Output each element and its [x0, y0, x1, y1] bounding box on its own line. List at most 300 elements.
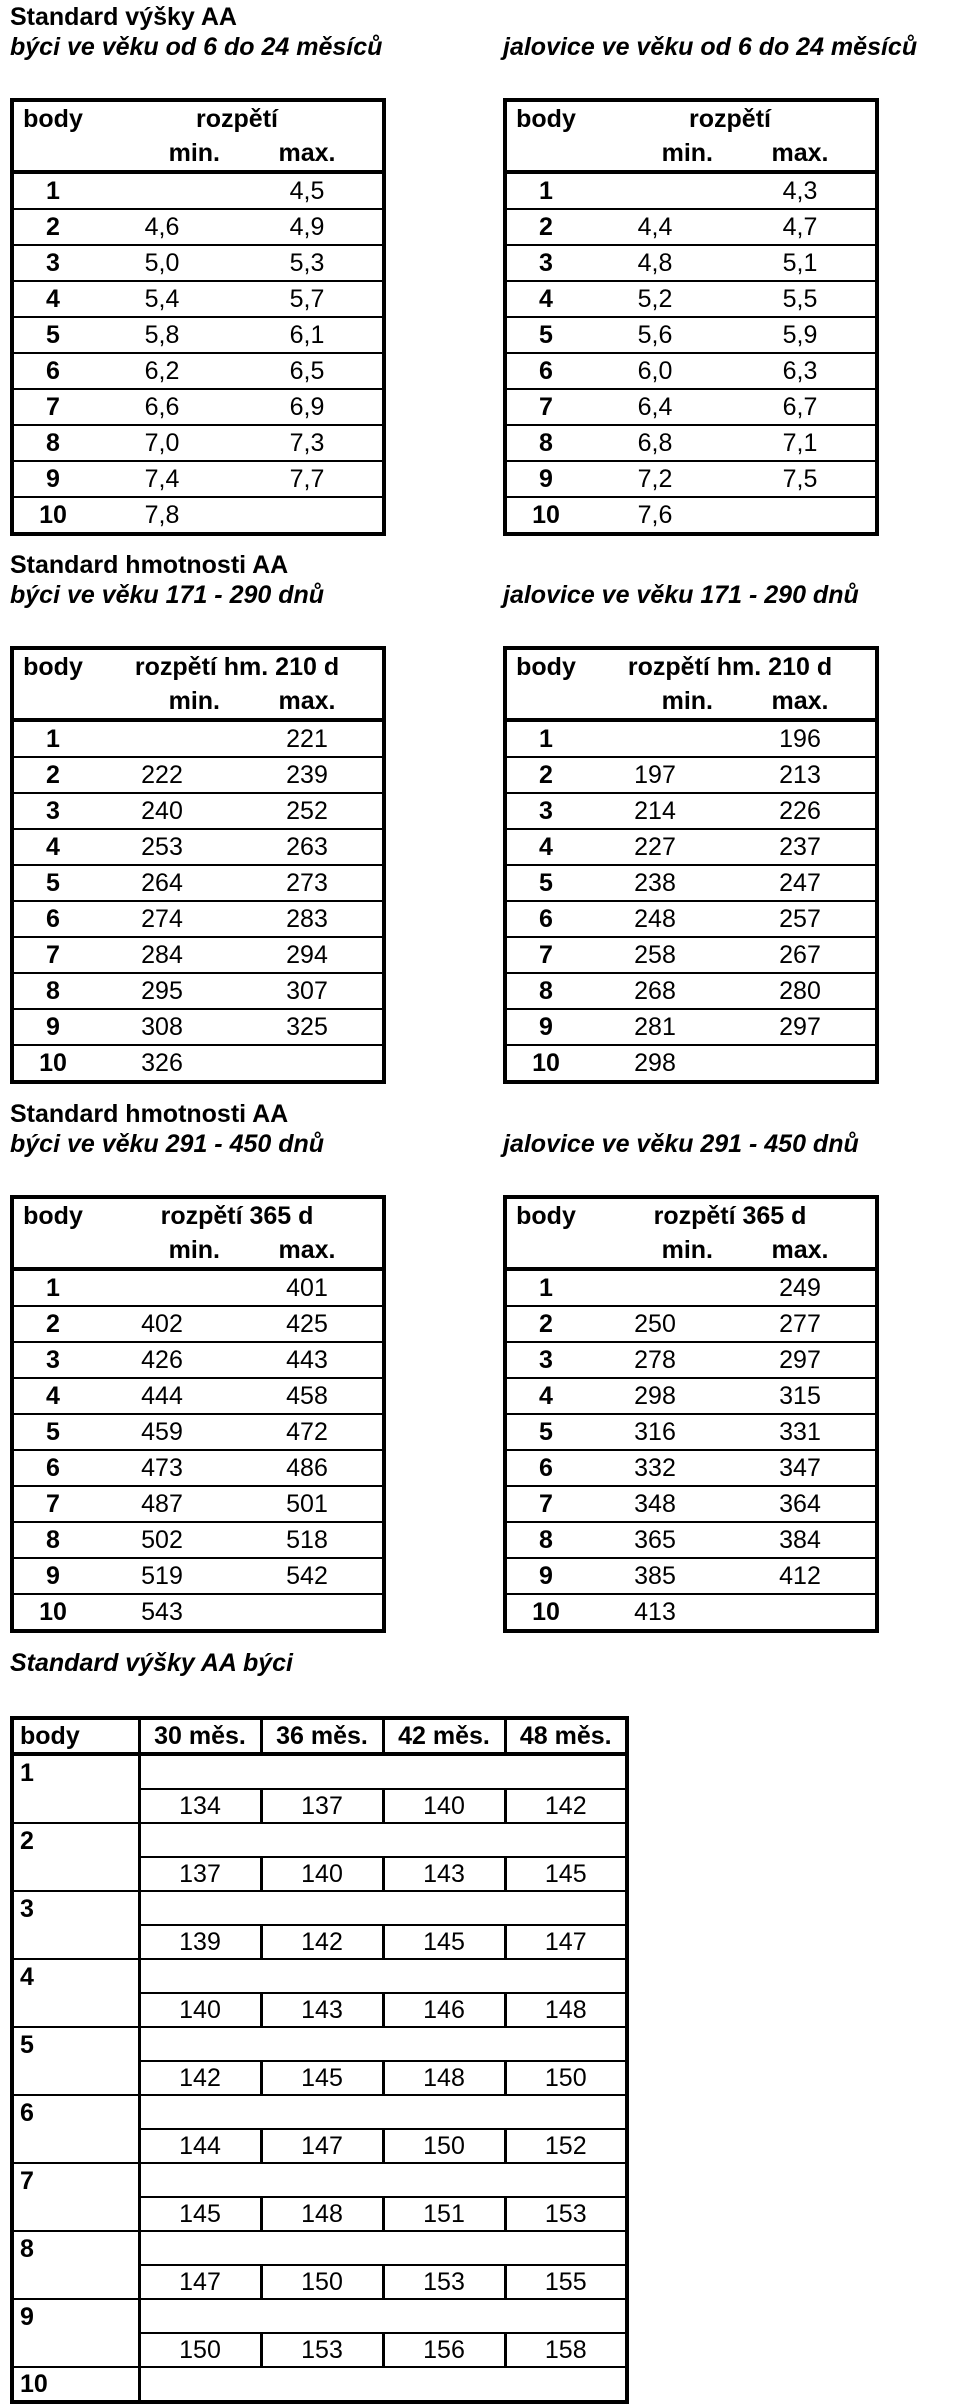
min-value: 332: [585, 1450, 725, 1486]
body-points: 7: [505, 1486, 585, 1522]
range-header: rozpětí hm. 210 d: [134, 653, 340, 681]
range-header: rozpětí: [196, 105, 278, 133]
threshold-row: [12, 1789, 627, 1823]
min-value: 284: [92, 937, 232, 973]
table-row: [505, 281, 877, 317]
max-value: 283: [232, 901, 384, 937]
max-value: 7,5: [725, 461, 877, 497]
threshold-value: 147: [261, 2129, 383, 2163]
min-value: 6,2: [92, 353, 232, 389]
max-value: 239: [232, 757, 384, 793]
threshold-value: 145: [261, 2061, 383, 2095]
max-value: 4,5: [232, 172, 384, 209]
points-row: [12, 2299, 627, 2333]
max-value: 315: [725, 1378, 877, 1414]
threshold-row: [12, 2197, 627, 2231]
min-value: 298: [634, 1049, 676, 1077]
max-value: 5,9: [725, 317, 877, 353]
threshold-value: 148: [383, 2061, 505, 2095]
table-row: [505, 829, 877, 865]
threshold-value: 156: [383, 2333, 505, 2367]
bulls-height-table: [10, 1716, 629, 2404]
min-value: 258: [585, 937, 725, 973]
max-value: 252: [232, 793, 384, 829]
threshold-value: 147: [139, 2265, 261, 2299]
body-points: 5: [505, 865, 585, 901]
min-value: [585, 720, 725, 757]
spacer-cell: [139, 2367, 627, 2402]
min-value: 240: [92, 793, 232, 829]
body-points: 8: [505, 973, 585, 1009]
body-points: 8: [12, 1522, 92, 1558]
max-value: 294: [232, 937, 384, 973]
body-header: body: [23, 653, 83, 681]
max-value: [232, 1594, 384, 1631]
table-row: [505, 497, 877, 534]
body-points: 2: [12, 1306, 92, 1342]
table-row: [12, 793, 384, 829]
body-points: 5: [505, 1414, 585, 1450]
threshold-value: 142: [139, 2061, 261, 2095]
min-header: min.: [92, 1233, 232, 1269]
max-value: 486: [232, 1450, 384, 1486]
threshold-value: 140: [139, 1993, 261, 2027]
threshold-value: 137: [139, 1857, 261, 1891]
threshold-value: 148: [505, 1993, 627, 2027]
body-points: 10: [12, 2367, 139, 2402]
left-table: [10, 1195, 386, 1633]
subheader-row: [505, 1233, 877, 1269]
max-value: 384: [725, 1522, 877, 1558]
table-row: [505, 209, 877, 245]
min-value: 348: [585, 1486, 725, 1522]
table-row: [12, 973, 384, 1009]
min-value: 222: [92, 757, 232, 793]
min-value: 519: [92, 1558, 232, 1594]
left-caption: býci ve věku 291 - 450 dnů: [10, 1130, 325, 1158]
table-row: [12, 1486, 384, 1522]
body-points: 4: [12, 1959, 139, 1993]
table-row: [12, 865, 384, 901]
min-value: 7,0: [92, 425, 232, 461]
body-points: 9: [12, 2299, 139, 2333]
body-points: 4: [505, 1378, 585, 1414]
table-row: [12, 389, 384, 425]
body-subheader: [505, 136, 585, 172]
body-points: 5: [12, 865, 92, 901]
table-row: [12, 281, 384, 317]
table-row: [505, 1342, 877, 1378]
min-value: 543: [141, 1598, 183, 1626]
body-subheader: [505, 1233, 585, 1269]
min-value: 5,6: [585, 317, 725, 353]
subheader-row: [12, 1233, 384, 1269]
threshold-value: 143: [261, 1993, 383, 2027]
header-row: [12, 1718, 627, 1754]
table-row: [12, 245, 384, 281]
body-points: 5: [12, 2027, 139, 2061]
table-row: [12, 901, 384, 937]
body-points: 8: [505, 1522, 585, 1558]
body-points: 4: [12, 829, 92, 865]
spacer-cell: [139, 1823, 627, 1857]
max-value: 6,1: [232, 317, 384, 353]
body-points: 3: [12, 1891, 139, 1925]
max-value: 425: [232, 1306, 384, 1342]
min-value: 7,6: [637, 501, 673, 529]
min-value: 316: [585, 1414, 725, 1450]
threshold-value: 144: [139, 2129, 261, 2163]
min-value: 274: [92, 901, 232, 937]
body-points: 10: [39, 501, 67, 529]
range-header: rozpětí: [689, 105, 771, 133]
table-row: [505, 973, 877, 1009]
right-table: [503, 1195, 879, 1633]
min-value: 281: [585, 1009, 725, 1045]
max-value: 5,5: [725, 281, 877, 317]
age-column-header: 36 měs.: [261, 1718, 383, 1754]
left-table: [10, 98, 386, 536]
threshold-row: [12, 1993, 627, 2027]
body-points: 10: [39, 1049, 67, 1077]
min-value: 444: [92, 1378, 232, 1414]
body-points: 9: [12, 461, 92, 497]
min-value: [585, 172, 725, 209]
max-value: 267: [725, 937, 877, 973]
body-points: 3: [505, 793, 585, 829]
subheader-row: [505, 684, 877, 720]
body-points: 7: [12, 389, 92, 425]
max-value: 364: [725, 1486, 877, 1522]
body-points: 6: [12, 901, 92, 937]
points-row: [12, 2231, 627, 2265]
min-value: [92, 720, 232, 757]
max-header: max.: [725, 1233, 877, 1269]
body-points: 1: [12, 172, 92, 209]
max-value: [232, 1045, 384, 1082]
body-points: 3: [505, 245, 585, 281]
subheader-row: [12, 136, 384, 172]
max-value: 6,7: [725, 389, 877, 425]
min-value: 473: [92, 1450, 232, 1486]
header-row: [505, 100, 877, 136]
table-row: [505, 937, 877, 973]
table-row: [505, 317, 877, 353]
threshold-row: [12, 2333, 627, 2367]
max-value: 237: [725, 829, 877, 865]
table-row: [505, 901, 877, 937]
table-row: [12, 1342, 384, 1378]
threshold-value: 142: [505, 1789, 627, 1823]
min-value: 6,8: [585, 425, 725, 461]
body-points-blank: [12, 1789, 139, 1823]
min-value: 295: [92, 973, 232, 1009]
table-row: [505, 1450, 877, 1486]
body-points: 7: [505, 389, 585, 425]
table-row: [12, 1558, 384, 1594]
threshold-row: [12, 2265, 627, 2299]
min-value: 4,8: [585, 245, 725, 281]
spacer-cell: [139, 2095, 627, 2129]
body-points-blank: [12, 2333, 139, 2367]
table-row: [12, 1306, 384, 1342]
min-value: 365: [585, 1522, 725, 1558]
min-value: 7,8: [144, 501, 180, 529]
table-row: [12, 353, 384, 389]
table-row: [12, 1009, 384, 1045]
table-row: [12, 1450, 384, 1486]
max-value: 518: [232, 1522, 384, 1558]
body-points: 2: [12, 1823, 139, 1857]
max-value: 277: [725, 1306, 877, 1342]
body-points: 7: [505, 937, 585, 973]
body-header: body: [23, 1202, 83, 1230]
body-points: 1: [505, 1269, 585, 1306]
body-points-blank: [12, 1993, 139, 2027]
body-points: 6: [505, 353, 585, 389]
body-points: 9: [12, 1009, 92, 1045]
body-points: 9: [505, 1009, 585, 1045]
table-row: [505, 757, 877, 793]
spacer-cell: [139, 1959, 627, 1993]
body-points: 4: [12, 1378, 92, 1414]
min-value: 214: [585, 793, 725, 829]
body-points: 7: [12, 937, 92, 973]
section-title: Standard hmotnosti AA: [10, 1100, 289, 1128]
age-column-header: 42 měs.: [383, 1718, 505, 1754]
threshold-value: 148: [261, 2197, 383, 2231]
table-row: [12, 172, 384, 209]
min-value: 4,4: [585, 209, 725, 245]
min-value: 402: [92, 1306, 232, 1342]
min-value: 7,4: [92, 461, 232, 497]
body-points: 7: [12, 2163, 139, 2197]
table-row: [505, 461, 877, 497]
min-value: 5,8: [92, 317, 232, 353]
table-row: [12, 461, 384, 497]
spacer-cell: [139, 2299, 627, 2333]
body-points: 6: [505, 1450, 585, 1486]
max-value: 458: [232, 1378, 384, 1414]
threshold-value: 137: [261, 1789, 383, 1823]
min-value: 197: [585, 757, 725, 793]
age-column-header: 30 měs.: [139, 1718, 261, 1754]
body-points: 1: [12, 720, 92, 757]
threshold-value: 153: [261, 2333, 383, 2367]
min-value: 6,0: [585, 353, 725, 389]
table-row: [505, 389, 877, 425]
max-value: 7,7: [232, 461, 384, 497]
min-value: 7,2: [585, 461, 725, 497]
min-value: 227: [585, 829, 725, 865]
max-value: 297: [725, 1009, 877, 1045]
table-row: [505, 353, 877, 389]
min-value: 248: [585, 901, 725, 937]
right-caption: jalovice ve věku 171 - 290 dnů: [503, 581, 859, 609]
body-points: 5: [505, 317, 585, 353]
max-value: 472: [232, 1414, 384, 1450]
min-header: min.: [585, 1233, 725, 1269]
max-value: 4,7: [725, 209, 877, 245]
min-value: 5,4: [92, 281, 232, 317]
spacer-cell: [139, 2163, 627, 2197]
min-value: 326: [141, 1049, 183, 1077]
section-title: Standard hmotnosti AA: [10, 551, 289, 579]
body-points: 3: [505, 1342, 585, 1378]
table-row: [505, 1378, 877, 1414]
table-row: [505, 245, 877, 281]
max-value: 7,3: [232, 425, 384, 461]
age-column-header: 48 měs.: [505, 1718, 627, 1754]
threshold-row: [12, 2061, 627, 2095]
body-header: body: [516, 1202, 576, 1230]
max-value: 401: [232, 1269, 384, 1306]
threshold-value: 151: [383, 2197, 505, 2231]
threshold-value: 140: [383, 1789, 505, 1823]
body-points-blank: [12, 2197, 139, 2231]
threshold-value: 153: [383, 2265, 505, 2299]
table-row: [505, 1045, 877, 1082]
body-points: 10: [532, 1049, 560, 1077]
max-value: 5,7: [232, 281, 384, 317]
table-row: [12, 317, 384, 353]
table-row: [505, 172, 877, 209]
max-value: 6,5: [232, 353, 384, 389]
threshold-value: 134: [139, 1789, 261, 1823]
table-row: [12, 425, 384, 461]
min-value: 4,6: [92, 209, 232, 245]
table-row: [12, 1045, 384, 1082]
min-value: 238: [585, 865, 725, 901]
max-value: [232, 497, 384, 534]
left-caption: býci ve věku od 6 do 24 měsíců: [10, 33, 383, 61]
body-points: 8: [12, 425, 92, 461]
subheader-row: [12, 684, 384, 720]
threshold-value: 143: [383, 1857, 505, 1891]
body-header: body: [12, 1718, 139, 1754]
body-points: 10: [532, 1598, 560, 1626]
right-table: [503, 646, 879, 1084]
spacer-cell: [139, 2027, 627, 2061]
table-row: [505, 1594, 877, 1631]
threshold-value: 147: [505, 1925, 627, 1959]
body-points: 2: [12, 757, 92, 793]
threshold-row: [12, 2129, 627, 2163]
threshold-value: 153: [505, 2197, 627, 2231]
min-value: 6,4: [585, 389, 725, 425]
points-row: [12, 1823, 627, 1857]
header-row: [505, 648, 877, 684]
body-points: 1: [12, 1269, 92, 1306]
range-header: rozpětí 365 d: [653, 1202, 807, 1230]
body-points: 4: [505, 829, 585, 865]
spacer-cell: [139, 1754, 627, 1789]
min-value: [92, 1269, 232, 1306]
threshold-value: 142: [261, 1925, 383, 1959]
body-points-blank: [12, 1925, 139, 1959]
min-value: 6,6: [92, 389, 232, 425]
threshold-value: 146: [383, 1993, 505, 2027]
max-value: 7,1: [725, 425, 877, 461]
body-points-blank: [12, 2061, 139, 2095]
subheader-row: [505, 136, 877, 172]
body-points: 2: [505, 757, 585, 793]
points-row: [12, 2367, 627, 2402]
body-subheader: [12, 136, 92, 172]
left-caption: býci ve věku 171 - 290 dnů: [10, 581, 325, 609]
min-value: 413: [634, 1598, 676, 1626]
right-table: [503, 98, 879, 536]
body-points-blank: [12, 1857, 139, 1891]
header-row: [505, 1197, 877, 1233]
threshold-value: 152: [505, 2129, 627, 2163]
body-points: 6: [12, 1450, 92, 1486]
table-row: [505, 793, 877, 829]
table-row: [505, 865, 877, 901]
table-row: [505, 1558, 877, 1594]
max-value: 331: [725, 1414, 877, 1450]
min-value: 250: [585, 1306, 725, 1342]
points-row: [12, 1754, 627, 1789]
max-header: max.: [232, 684, 384, 720]
max-value: 196: [725, 720, 877, 757]
table-row: [12, 497, 384, 534]
min-value: 268: [585, 973, 725, 1009]
max-value: 226: [725, 793, 877, 829]
max-value: 325: [232, 1009, 384, 1045]
max-value: 542: [232, 1558, 384, 1594]
table-row: [12, 1414, 384, 1450]
threshold-value: 150: [261, 2265, 383, 2299]
table-row: [12, 757, 384, 793]
max-value: 6,9: [232, 389, 384, 425]
max-value: [725, 1594, 877, 1631]
body-points: 5: [12, 1414, 92, 1450]
body-points: 1: [505, 720, 585, 757]
body-points: 10: [39, 1598, 67, 1626]
body-header: body: [23, 105, 83, 133]
threshold-row: [12, 1925, 627, 1959]
table-row: [505, 1009, 877, 1045]
header-row: [12, 648, 384, 684]
max-value: 5,1: [725, 245, 877, 281]
threshold-value: 150: [505, 2061, 627, 2095]
table-row: [12, 937, 384, 973]
points-row: [12, 2163, 627, 2197]
body-points-blank: [12, 2265, 139, 2299]
min-value: 253: [92, 829, 232, 865]
points-row: [12, 1959, 627, 1993]
points-row: [12, 1891, 627, 1925]
min-header: min.: [92, 684, 232, 720]
body-points: 8: [12, 973, 92, 1009]
max-value: 307: [232, 973, 384, 1009]
threshold-value: 150: [139, 2333, 261, 2367]
body-points: 3: [12, 1342, 92, 1378]
points-row: [12, 2027, 627, 2061]
max-value: 501: [232, 1486, 384, 1522]
max-value: 412: [725, 1558, 877, 1594]
body-points-blank: [12, 2129, 139, 2163]
min-value: 426: [92, 1342, 232, 1378]
threshold-value: 155: [505, 2265, 627, 2299]
min-value: 502: [92, 1522, 232, 1558]
min-value: 308: [92, 1009, 232, 1045]
max-value: 280: [725, 973, 877, 1009]
max-value: 249: [725, 1269, 877, 1306]
range-header: rozpětí 365 d: [160, 1202, 314, 1230]
table-row: [505, 720, 877, 757]
